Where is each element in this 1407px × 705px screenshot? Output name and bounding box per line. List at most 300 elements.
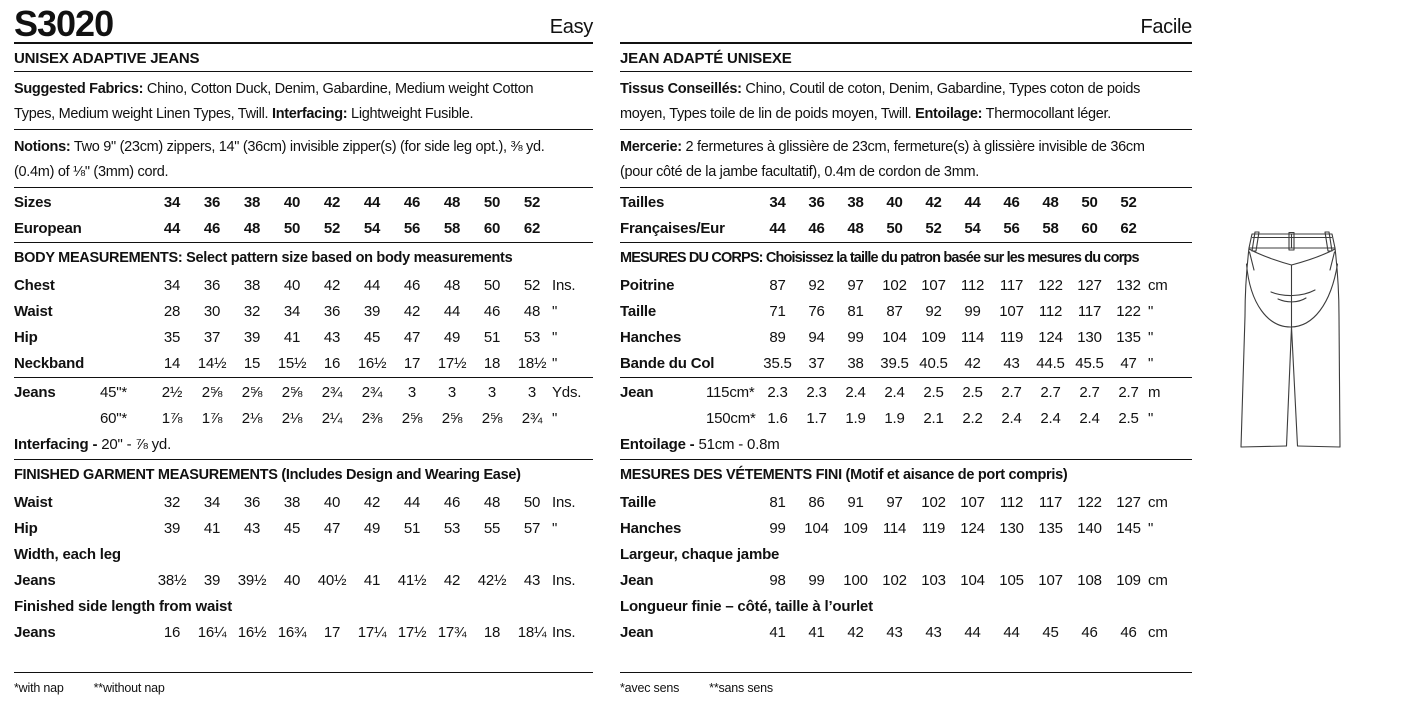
yardage-table-wrap bbox=[14, 378, 593, 432]
table-row bbox=[14, 324, 593, 350]
footnote-en bbox=[14, 672, 593, 695]
table-row bbox=[620, 189, 1192, 215]
measurement-value: 2⅝ bbox=[201, 383, 223, 401]
interfacing-text: Lightweight Fusible. bbox=[347, 106, 474, 122]
measurement-value: 92 bbox=[925, 302, 942, 320]
unit-label: cm bbox=[1148, 276, 1168, 294]
measurement-value: 36 bbox=[323, 302, 341, 320]
measurement-value: 2⅜ bbox=[361, 409, 383, 427]
measurement-value: 2.4 bbox=[884, 383, 905, 401]
measurement-value: 42 bbox=[443, 571, 461, 589]
measurement-value: 46 bbox=[443, 493, 461, 511]
measurement-value: 1⅞ bbox=[161, 409, 183, 427]
measurement-value: 34 bbox=[283, 302, 301, 320]
measurement-value: 103 bbox=[921, 571, 946, 589]
tailles-table bbox=[620, 189, 1192, 241]
footnote-with-nap: *with nap bbox=[14, 681, 64, 695]
row-label: Taille bbox=[620, 302, 657, 320]
row-label: European bbox=[14, 219, 82, 237]
footnote-without-nap: **without nap bbox=[93, 681, 165, 695]
measurement-value: 112 bbox=[1038, 302, 1063, 320]
body-measurements-header: BODY MEASUREMENTS: Select pattern size based on body measurements bbox=[14, 250, 513, 266]
measurement-value: 53 bbox=[443, 519, 461, 537]
measurement-value: 46 bbox=[403, 276, 421, 294]
measurement-value: 45.5 bbox=[1075, 354, 1104, 372]
measurement-value: 43 bbox=[886, 623, 903, 641]
table-row bbox=[14, 515, 593, 541]
measurement-value: 46 bbox=[1120, 623, 1137, 641]
measurement-value: 108 bbox=[1077, 571, 1102, 589]
measurement-value: 36 bbox=[243, 493, 261, 511]
measurement-value: 46 bbox=[1003, 193, 1020, 211]
measurement-value: 36 bbox=[203, 276, 221, 294]
measurement-value: 34 bbox=[163, 193, 181, 211]
measurement-value: 42 bbox=[925, 193, 942, 211]
measurement-value: 41 bbox=[363, 571, 381, 589]
measurement-value: 2¾ bbox=[361, 383, 383, 401]
vetements-fini-header: MESURES DES VÉTEMENTS FINI (Motif et aisance de port compris) bbox=[620, 467, 1068, 483]
tissus-paragraph bbox=[620, 72, 1192, 130]
measurement-value: 15½ bbox=[277, 354, 307, 372]
measurement-value: 39.5 bbox=[880, 354, 909, 372]
pattern-code: S3020 bbox=[14, 3, 114, 44]
measurement-value: 17½ bbox=[397, 623, 427, 641]
difficulty-label-en: Easy bbox=[549, 16, 593, 38]
measurement-value: 16 bbox=[163, 623, 181, 641]
measurement-value: 117 bbox=[999, 276, 1024, 294]
measurement-value: 40½ bbox=[317, 571, 347, 589]
unit-label: " bbox=[552, 519, 558, 537]
table-row bbox=[14, 350, 593, 376]
unit-label: cm bbox=[1148, 493, 1168, 511]
measurement-value: 145 bbox=[1116, 519, 1141, 537]
measurement-value: 99 bbox=[769, 519, 786, 537]
measurement-value: 2¾ bbox=[521, 409, 543, 427]
measurement-value: 2¾ bbox=[321, 383, 343, 401]
table-row bbox=[14, 405, 593, 431]
measurement-value: 39½ bbox=[237, 571, 267, 589]
measurement-value: 2⅝ bbox=[241, 383, 263, 401]
row-label: Waist bbox=[14, 493, 53, 511]
table-row bbox=[620, 489, 1192, 515]
measurement-value: 2.2 bbox=[962, 409, 983, 427]
measurement-value: 127 bbox=[1077, 276, 1102, 294]
measurement-value: 40 bbox=[283, 193, 301, 211]
sub-section-label: Width, each leg bbox=[14, 545, 121, 563]
measurement-value: 130 bbox=[1077, 328, 1102, 346]
measurement-value: 41½ bbox=[397, 571, 427, 589]
table-row bbox=[620, 350, 1192, 376]
unit-label: " bbox=[552, 328, 558, 346]
interfacing-note-text: 20" - ⅞ yd. bbox=[101, 436, 172, 453]
tailles-table-wrap bbox=[620, 188, 1192, 243]
measurement-value: 100 bbox=[843, 571, 868, 589]
measurement-value: 48 bbox=[847, 219, 864, 237]
table-row bbox=[14, 541, 593, 567]
unit-label bbox=[1148, 189, 1192, 215]
measurement-value: 41 bbox=[283, 328, 301, 346]
fabric-width-label: 45"* bbox=[100, 383, 128, 401]
measurement-value: 94 bbox=[808, 328, 825, 346]
row-label bbox=[14, 405, 100, 431]
measurement-value: 81 bbox=[769, 493, 786, 511]
metrage-table-wrap bbox=[620, 378, 1192, 432]
table-row bbox=[14, 298, 593, 324]
row-label: Françaises/Eur bbox=[620, 219, 725, 237]
mercerie-text: 2 fermetures à glissière de 23cm, fermeture(s) à glissière invisible de 36cm bbox=[681, 139, 1145, 155]
measurement-value: 44 bbox=[163, 219, 181, 237]
row-label: Jean bbox=[620, 383, 654, 401]
measurement-value: 38 bbox=[847, 354, 864, 372]
measurement-value: 2⅝ bbox=[281, 383, 303, 401]
unit-label: " bbox=[1148, 519, 1154, 537]
table-row bbox=[620, 405, 1192, 431]
sizes-table-wrap bbox=[14, 188, 593, 243]
measurement-value: 52 bbox=[925, 219, 942, 237]
measurement-value: 17½ bbox=[437, 354, 467, 372]
footnote-fr bbox=[620, 672, 1192, 695]
fabric-width-label: 150cm* bbox=[706, 409, 756, 427]
table-row bbox=[620, 541, 1192, 567]
footnote-avec-sens: *avec sens bbox=[620, 681, 680, 695]
measurement-value: 140 bbox=[1077, 519, 1102, 537]
measurement-value: 105 bbox=[999, 571, 1024, 589]
measurement-value: 41 bbox=[769, 623, 786, 641]
measurement-value: 127 bbox=[1116, 493, 1141, 511]
measurement-value: 109 bbox=[843, 519, 868, 537]
row-label: Chest bbox=[14, 276, 55, 294]
measurement-value: 91 bbox=[847, 493, 864, 511]
measurement-value: 71 bbox=[769, 302, 786, 320]
mesures-corps-table bbox=[620, 272, 1192, 376]
measurement-value: 35 bbox=[163, 328, 181, 346]
measurement-value: 1.9 bbox=[884, 409, 905, 427]
row-label: Jeans bbox=[14, 383, 56, 401]
mercerie-line-2: (pour côté de la jambe facultatif), 0.4m de cordon de 3mm. bbox=[620, 164, 979, 180]
measurement-value: 58 bbox=[443, 219, 461, 237]
measurement-value: 39 bbox=[363, 302, 381, 320]
sub-section-label: Finished side length from waist bbox=[14, 597, 232, 615]
table-row bbox=[14, 215, 593, 241]
measurement-value: 18 bbox=[483, 354, 501, 372]
measurement-value: 52 bbox=[323, 219, 341, 237]
measurement-value: 50 bbox=[1081, 193, 1098, 211]
measurement-value: 52 bbox=[523, 193, 541, 211]
body-measurements-table-wrap bbox=[14, 271, 593, 378]
measurement-value: 109 bbox=[921, 328, 946, 346]
mercerie-label: Mercerie: bbox=[620, 139, 682, 155]
table-row bbox=[620, 298, 1192, 324]
measurement-value: 2½ bbox=[161, 383, 183, 401]
measurement-value: 46 bbox=[808, 219, 825, 237]
measurement-value: 47 bbox=[403, 328, 421, 346]
table-row bbox=[14, 593, 593, 619]
table-row bbox=[620, 215, 1192, 241]
measurement-value: 3 bbox=[487, 383, 497, 401]
row-label: Jeans bbox=[14, 571, 56, 589]
measurement-value: 49 bbox=[363, 519, 381, 537]
measurement-value: 18¼ bbox=[517, 623, 547, 641]
unit-label: cm bbox=[1148, 623, 1168, 641]
measurement-value: 44 bbox=[769, 219, 786, 237]
measurement-value: 2.4 bbox=[845, 383, 866, 401]
measurement-value: 2⅝ bbox=[401, 409, 423, 427]
unit-label: m bbox=[1148, 383, 1161, 401]
table-row bbox=[620, 324, 1192, 350]
measurement-value: 92 bbox=[808, 276, 825, 294]
tissus-line-1 bbox=[620, 77, 1192, 102]
measurement-value: 2.4 bbox=[1079, 409, 1100, 427]
measurement-value: 47 bbox=[1120, 354, 1137, 372]
row-label: Sizes bbox=[14, 193, 52, 211]
measurement-value: 50 bbox=[483, 193, 501, 211]
measurement-value: 48 bbox=[443, 193, 461, 211]
measurement-value: 102 bbox=[882, 571, 907, 589]
measurement-value: 14½ bbox=[197, 354, 227, 372]
row-label: Jean bbox=[620, 571, 654, 589]
header-row-en bbox=[14, 3, 593, 44]
row-label: Poitrine bbox=[620, 276, 675, 294]
measurement-value: 2.5 bbox=[962, 383, 983, 401]
tissus-line-2 bbox=[620, 102, 1192, 127]
measurement-value: 44.5 bbox=[1036, 354, 1065, 372]
measurement-value: 112 bbox=[999, 493, 1024, 511]
measurement-value: 3 bbox=[527, 383, 537, 401]
measurement-value: 2.7 bbox=[1040, 383, 1061, 401]
measurement-value: 104 bbox=[804, 519, 829, 537]
measurement-value: 3 bbox=[407, 383, 417, 401]
measurement-value: 49 bbox=[443, 328, 461, 346]
measurement-value: 109 bbox=[1116, 571, 1141, 589]
measurement-value: 18 bbox=[483, 623, 501, 641]
measurement-value: 51 bbox=[403, 519, 421, 537]
measurement-value: 40 bbox=[323, 493, 341, 511]
measurement-value: 17 bbox=[323, 623, 341, 641]
measurement-value: 1.7 bbox=[806, 409, 827, 427]
measurement-value: 46 bbox=[483, 302, 501, 320]
measurement-value: 42 bbox=[323, 276, 341, 294]
measurement-value: 51 bbox=[483, 328, 501, 346]
fabrics-line-1 bbox=[14, 77, 593, 102]
measurement-value: 104 bbox=[882, 328, 907, 346]
difficulty-label-fr: Facile bbox=[1140, 16, 1192, 38]
tissus-text: Chino, Coutil de coton, Denim, Gabardine, Types coton de poids bbox=[741, 81, 1141, 97]
body-measurements-table bbox=[14, 272, 593, 376]
measurement-value: 44 bbox=[964, 193, 981, 211]
measurement-value: 60 bbox=[483, 219, 501, 237]
english-column bbox=[14, 3, 593, 695]
measurement-value: 119 bbox=[999, 328, 1024, 346]
table-row bbox=[620, 567, 1192, 593]
unit-label: Ins. bbox=[552, 571, 576, 589]
entoilage-note bbox=[620, 432, 1192, 460]
unit-label: Ins. bbox=[552, 623, 576, 641]
row-label: Bande du Col bbox=[620, 354, 715, 372]
measurement-value: 99 bbox=[847, 328, 864, 346]
sub-section-label: Longueur finie – côté, taille à l’ourlet bbox=[620, 597, 873, 615]
unit-label bbox=[552, 189, 593, 215]
measurement-value: 45 bbox=[363, 328, 381, 346]
measurement-value: 17¾ bbox=[437, 623, 467, 641]
measurement-value: 32 bbox=[243, 302, 261, 320]
measurement-value: 98 bbox=[769, 571, 786, 589]
measurement-value: 2.7 bbox=[1118, 383, 1139, 401]
measurement-value: 48 bbox=[483, 493, 501, 511]
measurement-value: 107 bbox=[1038, 571, 1063, 589]
measurement-value: 58 bbox=[1042, 219, 1059, 237]
measurement-value: 2¼ bbox=[321, 409, 343, 427]
measurement-value: 15 bbox=[243, 354, 261, 372]
measurement-value: 44 bbox=[403, 493, 421, 511]
notions-text: Two 9" (23cm) zippers, 14" (36cm) invisible zipper(s) (for side leg opt.), ⅜ yd. bbox=[70, 139, 545, 155]
measurement-value: 48 bbox=[243, 219, 261, 237]
unit-label: " bbox=[552, 409, 558, 427]
measurement-value: 38 bbox=[243, 193, 261, 211]
measurement-value: 36 bbox=[808, 193, 825, 211]
row-label: Waist bbox=[14, 302, 53, 320]
measurement-value: 3 bbox=[447, 383, 457, 401]
entoilage-note-text: 51cm - 0.8m bbox=[698, 436, 780, 453]
unit-label: Yds. bbox=[552, 383, 582, 401]
unit-label: cm bbox=[1148, 571, 1168, 589]
fabrics-paragraph bbox=[14, 72, 593, 130]
measurement-value: 2.5 bbox=[1118, 409, 1139, 427]
measurement-value: 42 bbox=[403, 302, 421, 320]
measurement-value: 89 bbox=[769, 328, 786, 346]
table-row bbox=[620, 593, 1192, 619]
measurement-value: 2.3 bbox=[767, 383, 788, 401]
measurement-value: 52 bbox=[1120, 193, 1137, 211]
measurement-value: 114 bbox=[960, 328, 985, 346]
measurement-value: 107 bbox=[921, 276, 946, 294]
measurement-value: 34 bbox=[163, 276, 181, 294]
table-row bbox=[14, 489, 593, 515]
row-label: Tailles bbox=[620, 193, 665, 211]
measurement-value: 39 bbox=[243, 328, 261, 346]
measurement-value: 87 bbox=[769, 276, 786, 294]
measurement-value: 46 bbox=[203, 219, 221, 237]
measurement-value: 43 bbox=[523, 571, 541, 589]
measurement-value: 119 bbox=[921, 519, 946, 537]
measurement-value: 40 bbox=[886, 193, 903, 211]
mesures-corps-table-wrap bbox=[620, 271, 1192, 378]
unit-label: " bbox=[1148, 328, 1154, 346]
measurement-value: 43 bbox=[243, 519, 261, 537]
measurement-value: 43 bbox=[925, 623, 942, 641]
measurement-value: 16¾ bbox=[277, 623, 307, 641]
measurement-value: 57 bbox=[523, 519, 541, 537]
sizes-table bbox=[14, 189, 593, 241]
measurement-value: 62 bbox=[523, 219, 541, 237]
measurement-value: 107 bbox=[999, 302, 1024, 320]
measurement-value: 122 bbox=[1077, 493, 1102, 511]
measurement-value: 102 bbox=[921, 493, 946, 511]
interfacing-note-label: Interfacing - bbox=[14, 436, 102, 453]
measurement-value: 2⅝ bbox=[481, 409, 503, 427]
finished-measurements-header: FINISHED GARMENT MEASUREMENTS (Includes Design and Wearing Ease) bbox=[14, 467, 521, 483]
measurement-value: 39 bbox=[203, 571, 221, 589]
measurement-value: 56 bbox=[1003, 219, 1020, 237]
measurement-value: 16½ bbox=[357, 354, 387, 372]
measurement-value: 44 bbox=[363, 276, 381, 294]
tissus-label: Tissus Conseillés: bbox=[620, 81, 742, 97]
measurement-value: 50 bbox=[886, 219, 903, 237]
entoilage-note-label: Entoilage - bbox=[620, 436, 699, 453]
measurement-value: 17 bbox=[403, 354, 421, 372]
table-row bbox=[14, 189, 593, 215]
measurement-value: 38 bbox=[243, 276, 261, 294]
measurement-value: 39 bbox=[163, 519, 181, 537]
measurement-value: 114 bbox=[882, 519, 907, 537]
measurement-value: 50 bbox=[283, 219, 301, 237]
measurement-value: 99 bbox=[808, 571, 825, 589]
measurement-value: 16½ bbox=[237, 623, 267, 641]
table-row bbox=[620, 515, 1192, 541]
vetements-fini-table bbox=[620, 489, 1192, 645]
measurement-value: 1.6 bbox=[767, 409, 788, 427]
interfacing-label: Interfacing: bbox=[271, 106, 348, 122]
finished-measurements-table bbox=[14, 489, 593, 645]
measurement-value: 102 bbox=[882, 276, 907, 294]
row-label: Taille bbox=[620, 493, 657, 511]
header-row-fr bbox=[620, 6, 1192, 44]
unit-label: " bbox=[1148, 302, 1154, 320]
measurement-value: 99 bbox=[964, 302, 981, 320]
table-row bbox=[14, 379, 593, 405]
measurement-value: 48 bbox=[523, 302, 541, 320]
measurement-value: 46 bbox=[1081, 623, 1098, 641]
row-label: Hip bbox=[14, 519, 38, 537]
measurement-value: 42 bbox=[964, 354, 981, 372]
measurement-value: 87 bbox=[886, 302, 903, 320]
measurement-value: 1⅞ bbox=[201, 409, 223, 427]
measurement-value: 130 bbox=[999, 519, 1024, 537]
notions-line-1 bbox=[14, 135, 593, 160]
unit-label: " bbox=[1148, 354, 1154, 372]
jeans-back-view-illustration bbox=[1238, 226, 1342, 456]
measurement-value: 2.4 bbox=[1040, 409, 1061, 427]
measurement-value: 44 bbox=[443, 302, 461, 320]
measurement-value: 44 bbox=[363, 193, 381, 211]
measurement-value: 32 bbox=[163, 493, 181, 511]
measurement-value: 18½ bbox=[517, 354, 547, 372]
measurement-value: 86 bbox=[808, 493, 825, 511]
unit-label: " bbox=[552, 302, 558, 320]
garment-title-fr: JEAN ADAPTÉ UNISEXE bbox=[620, 44, 1192, 72]
sub-section-label: Largeur, chaque jambe bbox=[620, 545, 780, 563]
unit-label: Ins. bbox=[552, 493, 576, 511]
fabrics-label: Suggested Fabrics: bbox=[14, 81, 144, 97]
measurement-value: 2.4 bbox=[1001, 409, 1022, 427]
measurement-value: 40.5 bbox=[919, 354, 948, 372]
measurement-value: 34 bbox=[203, 493, 221, 511]
measurement-value: 124 bbox=[1038, 328, 1063, 346]
measurement-value: 56 bbox=[403, 219, 421, 237]
unit-label: " bbox=[552, 354, 558, 372]
unit-label bbox=[1148, 215, 1192, 241]
measurement-value: 54 bbox=[363, 219, 381, 237]
table-row bbox=[620, 272, 1192, 298]
table-row bbox=[14, 567, 593, 593]
unit-label bbox=[552, 215, 593, 241]
mercerie-line-1 bbox=[620, 135, 1192, 160]
measurement-value: 2.3 bbox=[806, 383, 827, 401]
row-label bbox=[620, 405, 706, 431]
fabric-width-label: 60"* bbox=[100, 409, 128, 427]
finished-measurements-table-wrap bbox=[14, 488, 593, 646]
french-column bbox=[620, 6, 1192, 695]
fabrics-text: Chino, Cotton Duck, Denim, Gabardine, Medium weight Cotton bbox=[143, 81, 534, 97]
